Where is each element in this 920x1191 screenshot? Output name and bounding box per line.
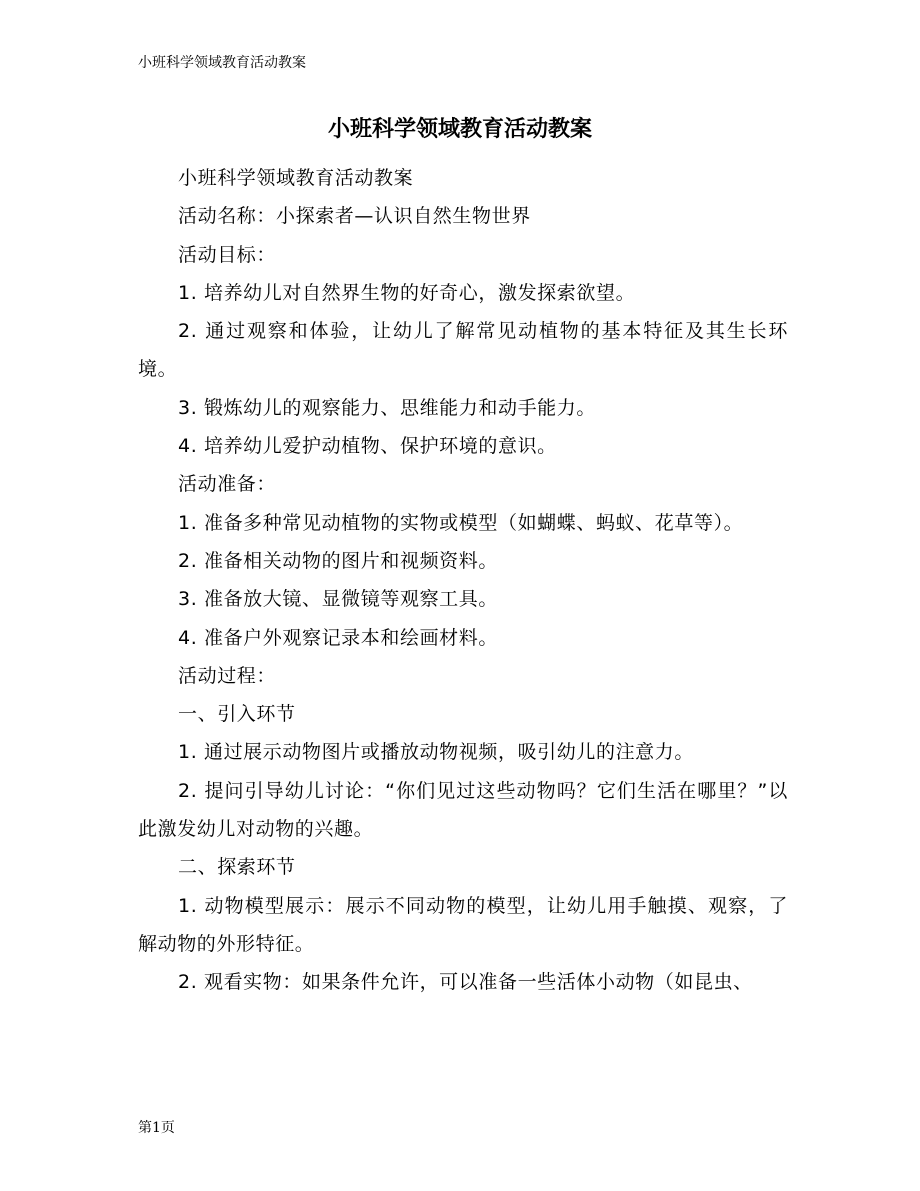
paragraph: 1. 通过展示动物图片或播放动物视频，吸引幼儿的注意力。 — [178, 741, 694, 764]
paragraph: 小班科学领域教育活动教案 — [178, 167, 414, 189]
paragraph: 4. 培养幼儿爱护动植物、保护环境的意识。 — [178, 435, 557, 458]
paragraph: 3. 准备放大镜、显微镜等观察工具。 — [178, 588, 498, 611]
paragraph: 1. 培养幼儿对自然界生物的好奇心，激发探索欲望。 — [178, 281, 636, 304]
paragraph: 2. 准备相关动物的图片和视频资料。 — [178, 549, 498, 572]
document-body — [138, 159, 788, 1002]
paragraph: 活动名称：小探索者—认识自然生物世界 — [178, 205, 531, 228]
paragraph: 活动过程： — [178, 664, 277, 687]
running-header: 小班科学领域教育活动教案 — [138, 55, 306, 71]
paragraph: 1. 动物模型展示：展示不同动物的模型，让幼儿用手触摸、观察，了解动物的外形特征。 — [138, 894, 788, 955]
page-number: 第1页 — [138, 1120, 175, 1136]
document-title: 小班科学领域教育活动教案 — [327, 116, 592, 142]
paragraph: 二、探索环节 — [178, 856, 296, 879]
paragraph: 一、引入环节 — [178, 703, 296, 726]
paragraph: 4. 准备户外观察记录本和绘画材料。 — [178, 626, 498, 649]
paragraph: 活动目标： — [178, 243, 277, 266]
paragraph: 活动准备： — [178, 473, 277, 496]
paragraph: 2. 提问引导幼儿讨论：“你们见过这些动物吗？它们生活在哪里？”以此激发幼儿对动物的兴趣。 — [138, 779, 788, 841]
paragraph: 3. 锻炼幼儿的观察能力、思维能力和动手能力。 — [178, 396, 596, 419]
paragraph: 1. 准备多种常见动植物的实物或模型（如蝴蝶、蚂蚁、花草等）。 — [178, 511, 744, 534]
paragraph: 2. 观看实物：如果条件允许，可以准备一些活体小动物（如昆虫、 — [178, 971, 753, 994]
paragraph: 2. 通过观察和体验，让幼儿了解常见动植物的基本特征及其生长环境。 — [138, 320, 788, 381]
